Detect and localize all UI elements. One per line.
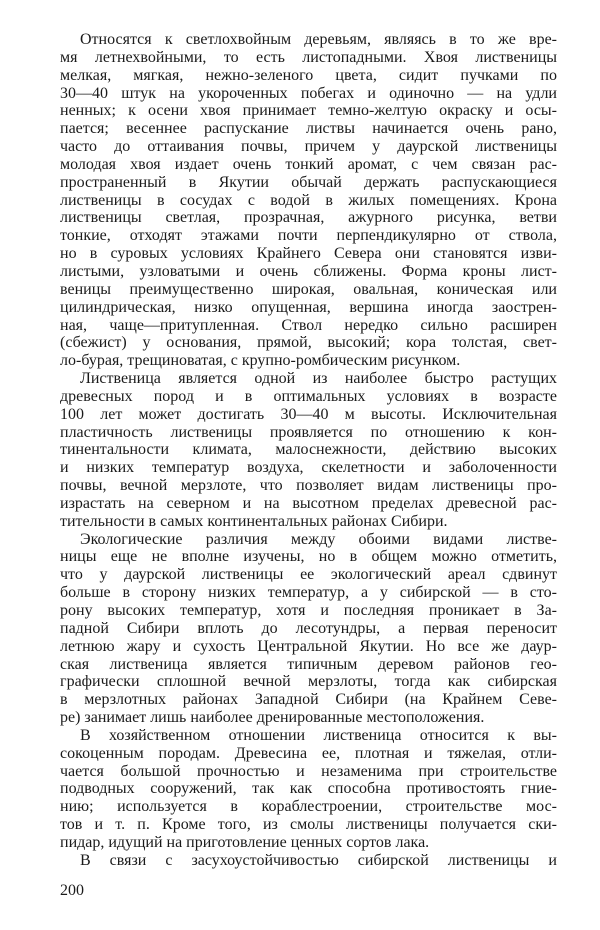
text-line: лиственицы в сосудах с водой в жилых помещениях. Крона [60,191,557,209]
paragraph [60,370,557,531]
text-line: пается; весеннее распускание листвы начинается очень рано, [60,120,557,138]
text-line: В хозяйственном отношении лиственица относится к вы- [80,726,557,744]
text-line: молодая хвоя издает очень тонкий аромат, с чем связан рас- [60,155,557,173]
text-line: и низких температур воздуха, скелетности и заболоченности [60,459,557,477]
text-line: пластичность лиственицы проявляется по отношению к кон- [60,423,557,441]
text-line: мя летнехвойными, то есть листопадными. Хвоя лиственицы [60,48,557,66]
text-line: ре) занимает лишь наиболее дренированные местоположения. [60,709,485,727]
text-line: веницы преимущественно широкая, овальная, коническая или [60,280,557,298]
paragraph [60,852,557,870]
text-line: сокоценным породам. Древесина ее, плотная и тяжелая, отли- [60,744,557,762]
text-line: пространенный в Якутии обычай держать распускающиеся [60,173,557,191]
paragraph [60,31,557,370]
text-line: Экологические различия между обоими видами листве- [80,530,557,548]
text-line: что у даурской лиственицы ее экологический ареал сдвинут [60,566,557,584]
text-line: (сбежист) у основания, прямой, высокий; кора толстая, свет- [60,334,557,352]
text-line: ная, чаще—притупленная. Ствол нередко сильно расширен [60,316,557,334]
text-line: ло-бурая, трещиноватая, с крупно-ромбическим рисунком. [60,352,461,370]
text-line: древесных пород и в оптимальных условиях в возрасте [60,387,557,405]
text-line: Относятся к светлохвойным деревьям, являясь в то же вре- [80,31,557,48]
text-line: часто до оттаивания почвы, причем у даурской лиственицы [60,138,557,156]
text-line: В связи с засухоустойчивостью сибирской лиственицы и [80,851,557,869]
text-line: 100 лет может достигать 30—40 м высоты. Исключительная [60,405,557,423]
text-line: цилиндрическая, низко опущенная, вершина иногда заострен- [60,298,557,316]
text-line: подводных сооружений, так как способна противостоять гние- [60,780,557,798]
text-line: падной Сибири вплоть до лесотундры, а первая переносит [60,619,557,637]
book-page-text [60,31,557,870]
text-line: нию; используется в кораблестроении, строительстве мос- [60,798,557,816]
book-page [60,31,557,900]
text-line: пидар, идущий на приготовление ценных сортов лака. [60,833,430,851]
text-line: летнюю жару и сухость Центральной Якутии. Но все же даур- [60,637,557,655]
page-number: 200 [60,881,84,899]
text-line: рону высоких температур, хотя и последняя проникает в За- [60,602,557,619]
text-line: Лиственица является одной из наиболее быстро растущих [80,370,557,388]
text-line: лиственицы светлая, прозрачная, ажурного рисунка, ветви [60,209,557,227]
text-line: тов и т. п. Кроме того, из смолы лиственицы получается ски- [60,816,557,834]
text-line: ненных; к осени хвоя принимает темно-желтую окраску и осы- [60,102,557,120]
text-line: ницы еще не вполне изучены, но в общем можно отметить, [60,548,557,566]
paragraph [60,531,557,727]
text-line: тонкие, отходят этажами почти перпендикулярно от ствола, [60,227,557,245]
text-line: тинентальности климата, малоснежности, действию высоких [60,441,557,459]
text-line: но в суровых условиях Крайнего Севера они становятся изви- [60,245,557,263]
text-line: больше в сторону низких температур, а у сибирской — в сто- [60,584,557,602]
text-line: тительности в самых континентальных районах Сибири. [60,512,448,530]
text-line: мелкая, мягкая, нежно-зеленого цвета, сидит пучками по [60,66,557,84]
text-line: листыми, узловатыми и очень сближены. Форма кроны лист- [60,262,557,280]
paragraph [60,727,557,852]
text-line: чается большой прочностью и незаменима при строительстве [60,762,557,780]
text-line: в мерзлотных районах Западной Сибири (на Крайнем Севе- [60,691,557,709]
text-line: ская лиственица является типичным деревом районов гео- [60,655,557,673]
text-line: 30—40 штук на укороченных побегах и одиночно — на удли [60,84,557,102]
text-line: израстать на северном и на высотном пределах древесной рас- [60,494,557,512]
text-line: графически сплошной вечной мерзлоты, тогда как сибирская [60,673,557,691]
text-line: почвы, вечной мерзлоте, что позволяет видам лиственицы про- [60,477,557,495]
